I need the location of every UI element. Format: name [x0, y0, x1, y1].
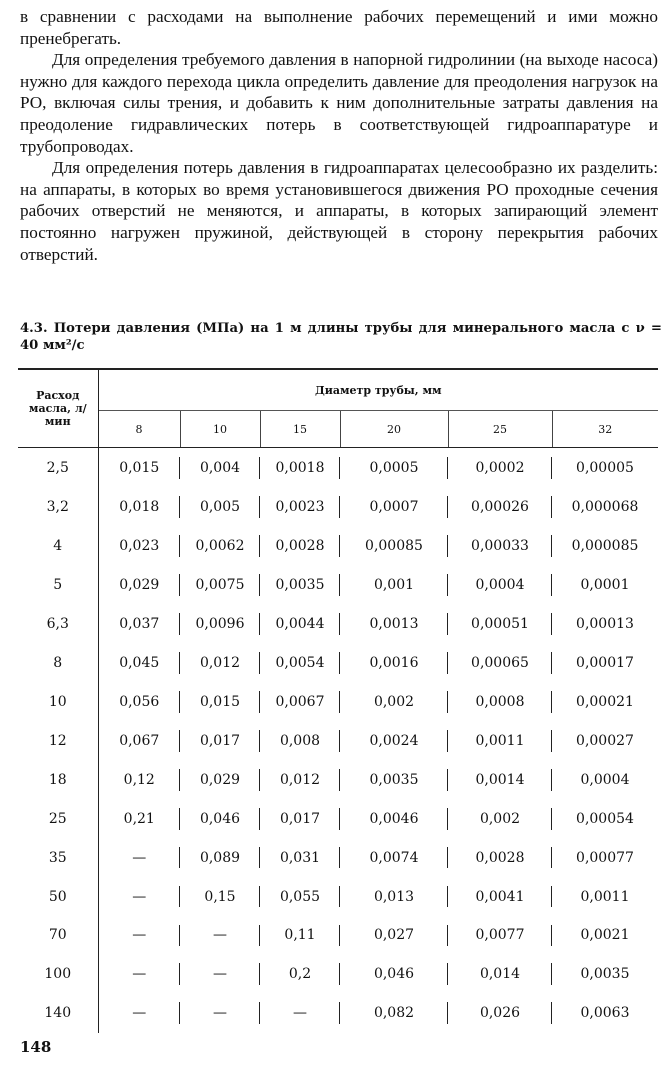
- flow-rate-cell: 5: [18, 566, 98, 605]
- pressure-loss-cell: 0,0035: [340, 760, 448, 799]
- diameter-header: 25: [448, 411, 552, 448]
- pressure-loss-cell: 0,0074: [340, 838, 448, 877]
- pressure-loss-cell: —: [98, 955, 180, 994]
- pressure-loss-cell: 0,014: [448, 955, 552, 994]
- pressure-loss-cell: 0,0028: [260, 527, 340, 566]
- pressure-loss-cell: 0,00085: [340, 527, 448, 566]
- table-row: [18, 877, 658, 916]
- flow-rate-cell: 70: [18, 916, 98, 955]
- table-row: [18, 955, 658, 994]
- pressure-loss-cell: 0,0004: [448, 566, 552, 605]
- pressure-loss-cell: 0,008: [260, 721, 340, 760]
- flow-rate-cell: 12: [18, 721, 98, 760]
- pressure-loss-cell: 0,023: [98, 527, 180, 566]
- pressure-loss-cell: 0,00065: [448, 643, 552, 682]
- flow-rate-cell: 10: [18, 682, 98, 721]
- pressure-loss-cell: 0,015: [180, 682, 260, 721]
- pressure-loss-cell: 0,0024: [340, 721, 448, 760]
- diameter-header: 20: [340, 411, 448, 448]
- pressure-loss-cell: 0,015: [98, 448, 180, 488]
- pressure-loss-cell: 0,0004: [580, 771, 630, 788]
- table-body: [18, 448, 658, 1034]
- table-row: [18, 604, 658, 643]
- pressure-loss-cell: 0,00051: [448, 604, 552, 643]
- pressure-loss-cell: 0,0062: [180, 527, 260, 566]
- table-caption: 4.3. Потери давления (МПа) на 1 м длины трубы для минерального масла с ν = 40 мм²/с: [20, 321, 662, 353]
- flow-rate-cell: 50: [18, 877, 98, 916]
- pressure-loss-cell: 0,21: [98, 799, 180, 838]
- pressure-loss-cell: 0,00005: [576, 459, 634, 476]
- flow-rate-cell: 3,2: [18, 488, 98, 527]
- pressure-loss-cell: —: [98, 916, 180, 955]
- table-row: [18, 566, 658, 605]
- pressure-loss-cell: 0,0018: [260, 448, 340, 488]
- pressure-loss-cell: 0,046: [340, 955, 448, 994]
- pressure-loss-cell: 0,000068: [571, 499, 639, 516]
- pressure-loss-cell: 0,0096: [180, 604, 260, 643]
- pressure-loss-cell: 0,0011: [580, 888, 630, 905]
- pressure-loss-cell: 0,002: [340, 682, 448, 721]
- pressure-loss-cell: 0,055: [260, 877, 340, 916]
- pressure-loss-cell: 0,017: [260, 799, 340, 838]
- table-row: [18, 527, 658, 566]
- pressure-loss-cell: 0,001: [340, 566, 448, 605]
- flow-rate-cell: 6,3: [18, 604, 98, 643]
- table-row: [18, 488, 658, 527]
- table-row: [18, 682, 658, 721]
- pressure-loss-cell: 0,2: [260, 955, 340, 994]
- pressure-loss-cell: 0,00026: [448, 488, 552, 527]
- pressure-loss-cell: 0,0005: [340, 448, 448, 488]
- table-row: [18, 838, 658, 877]
- body-text: [20, 6, 658, 265]
- pressure-loss-cell: 0,00027: [576, 732, 634, 749]
- pressure-loss-cell: 0,056: [98, 682, 180, 721]
- pressure-loss-cell: 0,0067: [260, 682, 340, 721]
- pressure-loss-cell: 0,0044: [260, 604, 340, 643]
- pressure-loss-cell: 0,0063: [580, 1005, 630, 1022]
- pressure-loss-cell: 0,0028: [448, 838, 552, 877]
- pressure-loss-cell: 0,013: [340, 877, 448, 916]
- pressure-loss-cell: 0,067: [98, 721, 180, 760]
- pressure-loss-cell: 0,029: [180, 760, 260, 799]
- pressure-loss-cell: 0,029: [98, 566, 180, 605]
- pressure-loss-cell: 0,0014: [448, 760, 552, 799]
- pressure-loss-cell: —: [260, 994, 340, 1033]
- table-row: [18, 994, 658, 1033]
- pressure-loss-cell: —: [180, 916, 260, 955]
- paragraph-continuation: в сравнении с расходами на выполнение рабочих перемещений и ими можно пренебрегать.: [20, 7, 658, 48]
- pressure-loss-cell: 0,0021: [580, 927, 630, 944]
- pressure-loss-cell: 0,0002: [448, 448, 552, 488]
- pressure-loss-cell: 0,00021: [576, 693, 634, 710]
- pressure-loss-cell: 0,00054: [576, 810, 634, 827]
- pressure-loss-cell: 0,089: [180, 838, 260, 877]
- pressure-loss-cell: 0,026: [448, 994, 552, 1033]
- pressure-loss-cell: 0,11: [260, 916, 340, 955]
- pressure-loss-cell: 0,031: [260, 838, 340, 877]
- pressure-loss-cell: 0,045: [98, 643, 180, 682]
- pressure-loss-cell: 0,004: [180, 448, 260, 488]
- flow-rate-cell: 25: [18, 799, 98, 838]
- pressure-loss-cell: 0,0016: [340, 643, 448, 682]
- flow-rate-cell: 4: [18, 527, 98, 566]
- pressure-loss-table: [18, 368, 658, 1033]
- pressure-loss-cell: 0,00033: [448, 527, 552, 566]
- pressure-loss-cell: 0,0013: [340, 604, 448, 643]
- pressure-loss-cell: 0,00013: [576, 615, 634, 632]
- pressure-loss-cell: 0,046: [180, 799, 260, 838]
- diameter-group-header: Диаметр трубы, мм: [98, 369, 658, 411]
- diameter-header: 8: [98, 411, 180, 448]
- pressure-loss-cell: 0,0035: [580, 966, 630, 983]
- pressure-loss-cell: 0,00017: [576, 654, 634, 671]
- pressure-loss-cell: 0,0077: [448, 916, 552, 955]
- pressure-loss-cell: 0,0075: [180, 566, 260, 605]
- pressure-loss-cell: 0,0054: [260, 643, 340, 682]
- pressure-loss-cell: 0,0023: [260, 488, 340, 527]
- table-row: [18, 643, 658, 682]
- pressure-loss-cell: —: [98, 838, 180, 877]
- flow-rate-cell: 18: [18, 760, 98, 799]
- table-row: [18, 916, 658, 955]
- pressure-loss-cell: —: [180, 955, 260, 994]
- table-row: [18, 799, 658, 838]
- pressure-loss-cell: 0,005: [180, 488, 260, 527]
- paragraph-pressure-determination: Для определения требуемого давления в напорной гидролинии (на выходе насоса) нужно для каждого перехода цикла определить давление для преодоления нагрузок на РО, включая силы трения, и добавить к ним дополнительные затраты давления на преодоление гидравлических потерь в соответствующей гидроаппаратуре и трубопроводах.: [20, 50, 658, 156]
- pressure-loss-cell: —: [98, 994, 180, 1033]
- flow-rate-cell: 2,5: [18, 448, 98, 488]
- pressure-loss-cell: 0,12: [98, 760, 180, 799]
- pressure-loss-cell: 0,012: [180, 643, 260, 682]
- pressure-loss-cell: 0,0035: [260, 566, 340, 605]
- page-number: 148: [20, 1038, 52, 1056]
- pressure-loss-cell: —: [180, 994, 260, 1033]
- table-row: [18, 721, 658, 760]
- flow-rate-cell: 8: [18, 643, 98, 682]
- pressure-loss-cell: 0,037: [98, 604, 180, 643]
- flow-rate-cell: 140: [18, 994, 98, 1033]
- pressure-loss-cell: 0,0008: [448, 682, 552, 721]
- table-row: [18, 448, 658, 488]
- pressure-loss-cell: 0,00077: [576, 849, 634, 866]
- paragraph-apparatus-losses: Для определения потерь давления в гидроаппаратах целесообразно их разделить: на аппараты, в которых во время установившегося движения РО проходные сечения рабочих отверстий не меняются, и аппараты, в которых запирающий элемент постоянно нагружен пружиной, действующей в сторону перекрытия рабочих отверстий.: [20, 158, 658, 264]
- pressure-loss-cell: 0,017: [180, 721, 260, 760]
- pressure-loss-cell: 0,027: [340, 916, 448, 955]
- pressure-loss-cell: 0,0041: [448, 877, 552, 916]
- pressure-loss-cell: 0,0007: [340, 488, 448, 527]
- pressure-loss-cell: 0,082: [340, 994, 448, 1033]
- diameter-header: 10: [180, 411, 260, 448]
- table-row: [18, 760, 658, 799]
- diameter-header: 32: [552, 411, 658, 448]
- pressure-loss-cell: 0,002: [448, 799, 552, 838]
- pressure-loss-cell: 0,15: [180, 877, 260, 916]
- pressure-loss-cell: 0,0011: [448, 721, 552, 760]
- pressure-loss-cell: —: [98, 877, 180, 916]
- pressure-loss-cell: 0,000085: [571, 538, 639, 555]
- diameter-header: 15: [260, 411, 340, 448]
- flow-rate-cell: 100: [18, 955, 98, 994]
- flow-rate-cell: 35: [18, 838, 98, 877]
- pressure-loss-cell: 0,012: [260, 760, 340, 799]
- pressure-loss-cell: 0,0046: [340, 799, 448, 838]
- flow-rate-header: Расход масла, л/мин: [18, 369, 98, 448]
- pressure-loss-cell: 0,018: [98, 488, 180, 527]
- pressure-loss-cell: 0,0001: [580, 577, 630, 593]
